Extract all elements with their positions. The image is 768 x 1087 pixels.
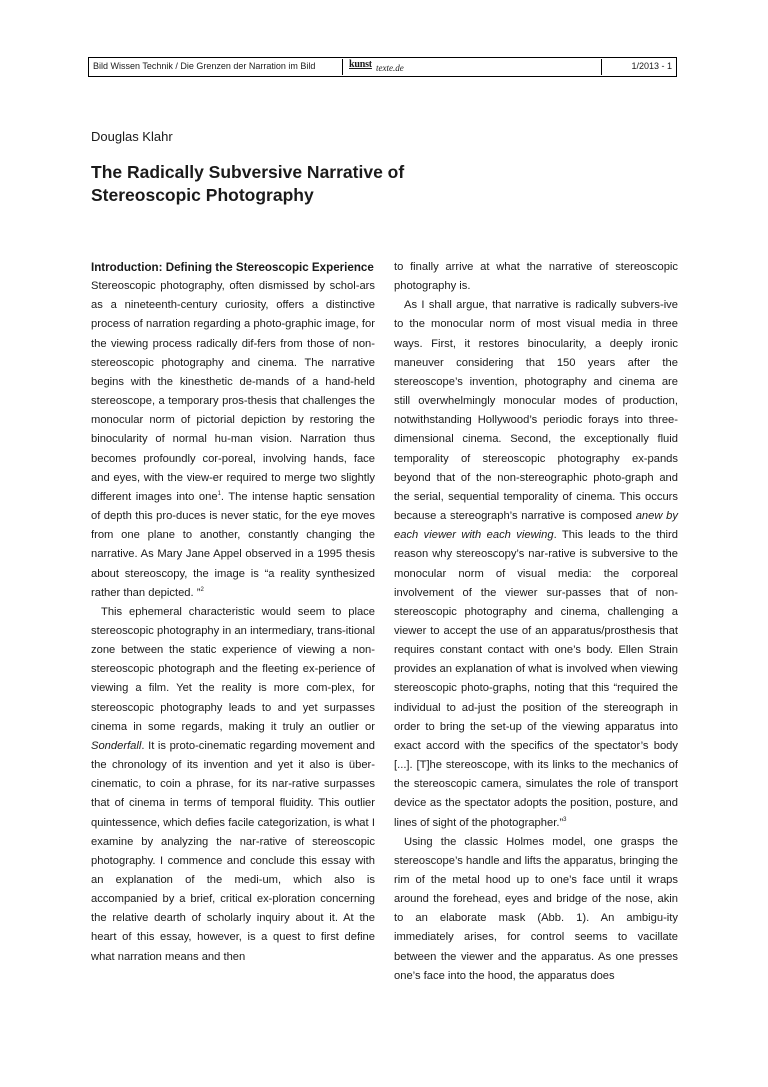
running-header <box>88 57 677 77</box>
footnote-marker: 1 <box>217 490 221 497</box>
article-title: The Radically Subversive Narrative of Stereoscopic Photography <box>91 162 405 205</box>
footnote-marker: 3 <box>563 816 567 823</box>
right-column <box>394 258 678 986</box>
logo-kunst: kunst <box>349 59 372 70</box>
paragraph: As I shall argue, that narrative is radically subvers-ive to the monocular norm of most visual media in three ways. First, it restores binocularity, a deeply ironic maneuver considering that 150 years after the stereoscope’s invention, photography and cinema are still overwhelmingly monocular modes of production, notwithstanding Hollywood’s periodic forays into three-dimensional cinema. Second, the exceptionally fluid temporality of stereoscopic photography ex-pands beyond that of the non-stereographic photo-graph and the serial, sequential temporality of cinema. This occurs because a stereograph’s narrative is composed anew by each viewer with each viewing. This leads to the third reason why stereoscopy’s nar-rative is subversive to the monocular norm of visual media: the corporeal involvement of the viewer sur-passes that of non-stereoscopic photography and cinema, challenging a viewer to accept the use of an apparatus/prosthesis that requires constant contact with one’s body. Ellen Strain provides an explanation of what is involved when viewing stereoscopic photo-graphs, noting that this “required the individual to ad-just the position of the stereograph in order to bring the set-up of the viewing apparatus into exact accord with the specifics of the spectator’s body [...]. [T]he stereoscope, with its links to the mechanics of the stereoscopic camera, simulates the role of transport device as the spectator adopts the position, posture, and lines of sight of the photographer.”$^3$ <box>394 299 678 829</box>
paragraph: This ephemeral characteristic would seem to place stereoscopic photography in an intermediary, trans-itional zone between the static experience of viewing a non-stereoscopic photograph and the fleeting ex-perience of viewing a film. Yet the reality is more com-plex, for stereoscopic photography leads to and yet surpasses cinema in some regards, making it truly an outlier or Sonderfall. It is proto-cinematic regarding movement and the chronology of its invention and yet it also is über-cinematic, to coin a phrase, for its nar-rative surpasses that of cinema in terms of temporal fluidity. This outlier quintessence, which defies facile categorization, is what I examine by analyzing the nar-rative of stereoscopic photography. I commence and conclude this essay with an explanation of the medi-um, which also is accompanied by a brief, critical ex-ploration concerning the relative dearth of scholarly inquiry about it. At the heart of this essay, however, is a quest to first define what narration means and then <box>91 605 375 963</box>
paragraph: Stereoscopic photography, often dismissed by schol-ars as a nineteenth-century curiosity, offers a distinctive process of narration regarding a photo-graphic image, for the viewing process radically dif-fers from those of non-stereoscopic photography and cinema. The narrative begins with the kinesthetic de-mands of a hand-held stereoscope, a temporary pros-thesis that challenges the monocular norm of pictorial depiction by restoring the binocularity of normal hu-man vision. Narration thus becomes profoundly cor-poreal, involving hands, face and eyes, with the view-er required to merge two slightly different images into one$^1$. The intense haptic sensation of depth this pro-duces is never static, for the eye moves from one plane to another, constantly changing the narrative. As Mary Jane Appel observed in a 1995 thesis about stereoscopy, the image is “a reality synthesized rather than depicted. ”$^2$ <box>91 280 375 599</box>
author-name: Douglas Klahr <box>91 129 173 144</box>
header-journal-title: Bild Wissen Technik / Die Grenzen der Narration im Bild <box>93 61 316 71</box>
paragraph: to finally arrive at what the narrative of stereoscopic photography is. <box>394 261 678 293</box>
section-heading: Introduction: Defining the Stereoscopic Experience <box>91 261 374 274</box>
paragraph: Using the classic Holmes model, one grasps the stereoscope’s handle and lifts the apparatus, bringing the rim of the metal hood up to one’s face until it wraps around the forehead, eyes and bridge of the nose, akin to an elaborate mask (Abb. 1). An ambigu-ity immediately arises, for control seems to vacillate between the viewer and the apparatus. As one presses one’s face into the hood, the apparatus does <box>394 835 678 982</box>
header-page-number: 1/2013 - 1 <box>631 61 672 71</box>
left-column <box>91 258 375 967</box>
logo-texte: texte.de <box>376 63 404 73</box>
kunsttexte-logo <box>342 59 602 75</box>
footnote-marker: 2 <box>200 586 204 593</box>
